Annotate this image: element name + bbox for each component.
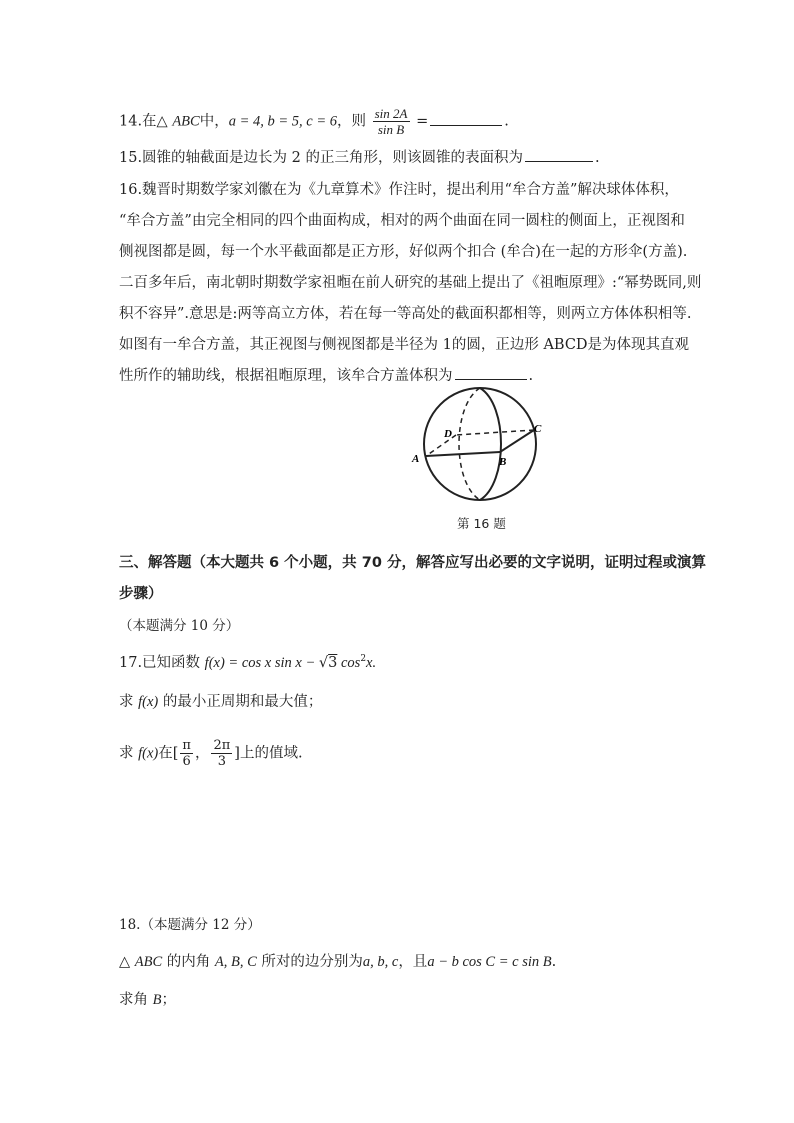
- q17-part1-tail: 的最小正周期和最大值；: [158, 694, 323, 710]
- q18-statement: [119, 950, 556, 971]
- q14-frac-den: sin B: [377, 122, 405, 137]
- question-15: 15.圆锥的轴截面是边长为 2 的正三角形，则该圆锥的表面积为 .: [119, 150, 600, 166]
- mouhe-fanggai-figure: [410, 385, 550, 510]
- q14-prefix: 14.在△: [119, 113, 173, 130]
- q18-stmt-prefix: △: [119, 954, 135, 970]
- q17-def-prefix: 17.已知函数: [119, 655, 205, 671]
- outer-circle: [424, 388, 536, 500]
- q17-part-1: [119, 690, 322, 711]
- q17-def-sup: 2: [360, 654, 367, 665]
- q17-def-sqrt: 3: [328, 655, 338, 671]
- q17-score: （本题满分 10 分）: [119, 618, 240, 634]
- q17-frac-1: [180, 738, 193, 769]
- figure-caption: 第 16 题: [457, 516, 506, 531]
- ellipse-front: [480, 388, 501, 500]
- q16-line-5: 积不容异”.意思是:两等高立方体，若在每一等高处的截面积都相等，则两立方体体积相等.: [119, 306, 692, 322]
- q17-part2-prefix: 求: [119, 745, 139, 762]
- edge-ab: [426, 452, 500, 456]
- q14-eq: =: [416, 113, 429, 130]
- q14-answer-blank: [430, 124, 502, 126]
- edge-cd: [456, 430, 534, 435]
- q14-fraction: [373, 106, 410, 137]
- question-14: 14.在△ ABC中，a = 4, b = 5, c = 6，则 $\frac{\sin 2A}{\text{sin B}}$ = .: [119, 106, 509, 137]
- q17-frac1-den: 6: [182, 754, 191, 769]
- q18-score: 18.（本题满分 12 分）: [119, 917, 261, 933]
- q14-then: ，则: [337, 113, 367, 130]
- q14-triangle: ABC: [172, 113, 200, 130]
- q16-line-7: 性所作的辅助线，根据祖暅原理，该牟合方盖体积为 .: [119, 368, 534, 384]
- q18-stmt-1: 的内角: [162, 954, 215, 970]
- q18-stmt-end: .: [551, 954, 557, 970]
- q14-mid: 中，: [199, 113, 229, 130]
- q16-last-line: 性所作的辅助线，根据祖暅原理，该牟合方盖体积为: [119, 368, 453, 384]
- label-c: C: [534, 423, 542, 435]
- q17-part-2: [119, 738, 303, 769]
- q17-frac-2: [211, 738, 232, 769]
- q16-line-3: 侧视图都是圆，每一个水平截面都是正方形，好似两个扣合 (牟合)在一起的方形伞(方盖).: [119, 244, 688, 260]
- q15-text: 15.圆锥的轴截面是边长为 2 的正三角形，则该圆锥的表面积为: [119, 150, 524, 166]
- q17-definition: 17.已知函数 f(x) = cos x sin x − √3 $\cos^2x$.: [119, 654, 377, 671]
- q17-frac2-den: 3: [217, 754, 226, 769]
- q16-line-6: 如图有一牟合方盖，其正视图与侧视图都是半径为 1的圆，正边形 ABCD是为体现其直观: [119, 337, 690, 353]
- section-3-heading-cont: 步骤）: [119, 586, 163, 602]
- q14-frac-num: sin 2A: [374, 106, 408, 121]
- q18-stmt-angles: A, B, C: [214, 954, 257, 970]
- q17-comma: ，: [194, 745, 210, 762]
- q17-part2-tail: ]上的值域.: [234, 745, 303, 762]
- q17-frac1-num: π: [182, 738, 191, 753]
- q17-part2-f: f(x): [138, 745, 159, 762]
- q18-stmt-2: 所对的边分别为: [256, 954, 363, 970]
- q17-def-expr: f(x) = cos x sin x −: [204, 655, 319, 671]
- q16-line-2: “牟合方盖”由完全相同的四个曲面构成，相对的两个曲面在同一圆柱的侧面上，正视图和: [119, 213, 685, 229]
- q18-part1-var: B: [152, 992, 162, 1008]
- q18-stmt-eq: a − b cos C = c sin B: [427, 954, 552, 970]
- q18-part1-end: ；: [161, 992, 176, 1008]
- q17-frac2-num: 2π: [213, 738, 231, 753]
- q18-part1-prefix: 求角: [119, 992, 153, 1008]
- q18-stmt-3: ，且: [398, 954, 428, 970]
- q17-part2-in: 在[: [158, 745, 179, 762]
- label-b: B: [499, 456, 507, 468]
- q18-stmt-tri: ABC: [134, 954, 163, 970]
- q15-answer-blank: [525, 160, 593, 162]
- q17-part1-f: f(x): [138, 694, 159, 710]
- q18-part-1: [119, 988, 176, 1009]
- edge-bc: [500, 430, 534, 452]
- q17-def-tail: cos: [337, 655, 361, 671]
- q17-part1-prefix: 求: [119, 694, 139, 710]
- ellipse-back: [459, 388, 480, 500]
- label-d: D: [444, 428, 452, 440]
- q16-answer-blank: [455, 378, 527, 380]
- q17-def-end: x.: [366, 655, 377, 671]
- q16-line-4: 二百多年后，南北朝时期数学家祖暅在前人研究的基础上提出了《祖暅原理》:“幂势既同,则: [119, 275, 702, 291]
- q16-line-1: 16.魏晋时期数学家刘徽在为《九章算术》作注时，提出利用“牟合方盖”解决球体体积，: [119, 182, 679, 198]
- q14-condition: a = 4, b = 5, c = 6: [228, 113, 338, 130]
- q18-stmt-sides: a, b, c: [362, 954, 399, 970]
- label-a: A: [412, 453, 420, 465]
- section-3-heading: 三、解答题（本大题共 6 个小题，共 70 分，解答应写出必要的文字说明，证明过程或演算: [119, 555, 706, 571]
